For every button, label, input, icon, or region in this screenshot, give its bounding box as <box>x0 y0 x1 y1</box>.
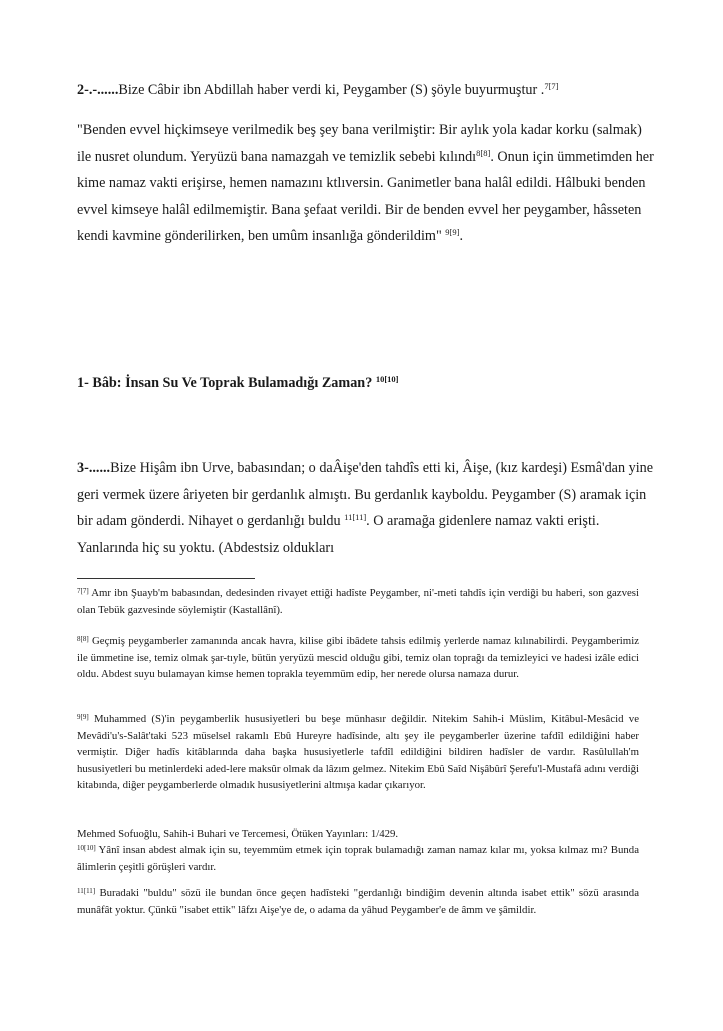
footnote-9 <box>77 711 639 794</box>
footnote-8-text: Geçmiş peygamberler zamanında ancak havra, kilise gibi ibâdete tahsis edilmiş yerlerde namaz kılınabilirdi. Peygamberimiz ile ümmetine ise, temiz olmak şar-tıyle, bütün yeryüzü mescid olduğu gibi, temiz olan toprağı da temizleyici ve hadesi izâle edici oldu. Abdest suyu bulamayan kimse hemen toprakla teyemmüm edip, her nerede olursa namaza durur. <box>77 635 639 680</box>
footnote-ref-9[interactable]: 9[9] <box>445 227 460 237</box>
footnote-11-text: Buradaki "buldu" sözü ile bundan önce geçen hadîsteki "gerdanlığı bindiğim devenin altında isabet ettik" sözü arasında munâfât yoktur. Çünkü "isabet ettik" lâfzı Aişe'ye de, o adama da yâhud Peygamber'e de âmm ve şâmildir. <box>77 887 639 916</box>
hadith-3-part-1: Bize Hişâm ibn Urve, babasından; o daÂişe'den tahdîs etti ki, Âişe, (kız kardeşi) Esmâ'dan yine geri vermek üzere âriyeten bir gerdanlık almıştı. Bu gerdanlık kayboldu. Peygamber (S) aramak için bir adam gönderdi. Nihayet o gerdanlığı buldu <box>77 460 654 529</box>
footnote-separator <box>77 578 255 579</box>
hadith-3-body <box>77 455 655 561</box>
footnote-10-marker: 10[10] <box>77 844 96 852</box>
quote-part-2: . Onun için ümmetimden her kime namaz vakti erişirse, hemen namazını ktlıversin. Ganimetler bana halâl edildi. Hâlbuki benden evvel kimseye halâl edilmemiştir. Bana şefaat verildi. Bir de benden evvel her peygamber, hâsseten kendi kavmine gönderilirken, ben umûm insanlığa gönderildim" <box>77 148 654 244</box>
footnote-11 <box>77 885 639 918</box>
footnote-9-marker: 9[9] <box>77 713 89 721</box>
footnote-ref-7[interactable]: 7[7] <box>544 81 559 91</box>
footnote-9-text: Muhammed (S)'in peygamberlik hususiyetleri bu beşe münhasır değildir. Nitekim Sahih-i Müslim, Kitâbul-Mesâcid ve Mevâdi'u's-Salât'taki 523 müselsel rakamlı Ebû Hureyre hadîsinde, altı şey ile peygamberler üzerine tafdîl edildiğini haber vermiştir. Diğer hadîs kitâblarında daha başka hususiyetlerle tafdîl edildiğini bildiren hadîsler de vardır. Rasûlullah'm hususiyetleri bu metinlerdeki aded-lere maksûr olmak da lâzım gelmez. Nitekim Ebû Saîd Nişâbûrî Şerefu'l-Mustafâ adını verdiği kitabında, diğer peygamberlerde olmadık hususiyetlerini altmışa kadar çıkarıyor. <box>77 713 639 791</box>
footnote-ref-10[interactable]: 10[10] <box>375 374 399 384</box>
hadith-3-part-2: . O aramağa gidenlere namaz vakti erişti. Yanlarında hiç su yoktu. (Abdestsiz oldukları <box>77 513 600 556</box>
hadith-2-text: Bize Câbir ibn Abdillah haber verdi ki, Peygamber (S) şöyle buyurmuştur . <box>118 82 545 98</box>
hadith-3-number: 3-...... <box>77 460 111 476</box>
quote-part-1: "Benden evvel hiçkimseye verilmedik beş şey bana verilmiştir: Bir aylık yola kadar korku (salmak) ile nusret olundum. Yeryüzü bana namazgah ve temizlik sebebi kılındı <box>77 122 642 165</box>
hadith-2-intro <box>77 77 655 104</box>
footnote-ref-8[interactable]: 8[8] <box>476 147 491 158</box>
hadith-2-number: 2-.-...... <box>77 82 119 98</box>
source-line: Mehmed Sofuoğlu, Sahih-i Buhari ve Tercemesi, Ötüken Yayınları: 1/429. <box>77 828 399 840</box>
footnote-8-marker: 8[8] <box>77 635 89 643</box>
footnote-10-text: Yânî insan abdest almak için su, teyemmüm etmek için toprak bulamadığı zaman namaz kılar mı, yoksa kılmaz mı? Bunda âlimlerin çeşitli görüşleri vardır. <box>77 844 639 873</box>
footnote-7 <box>77 585 639 618</box>
bab-heading <box>77 370 655 397</box>
footnote-7-text: Amr ibn Şuayb'm babasından, dedesinden rivayet ettiği hadîste Peygamber, ni'-meti tahdîs için verdiği bu haberi, son gazvesi olan Tebük gazvesinde söylemiştir (Kastallânî). <box>77 587 639 616</box>
footnote-11-marker: 11[11] <box>77 887 96 895</box>
bab-title: 1- Bâb: İnsan Su Ve Toprak Bulamadığı Zaman? <box>77 375 376 391</box>
footnote-7-marker: 7[7] <box>77 587 89 595</box>
quote-part-3: . <box>459 228 464 244</box>
hadith-2-quote <box>77 117 655 250</box>
footnote-8 <box>77 633 639 683</box>
footnote-ref-11[interactable]: 11[11] <box>344 512 367 522</box>
footnote-10 <box>77 842 639 875</box>
